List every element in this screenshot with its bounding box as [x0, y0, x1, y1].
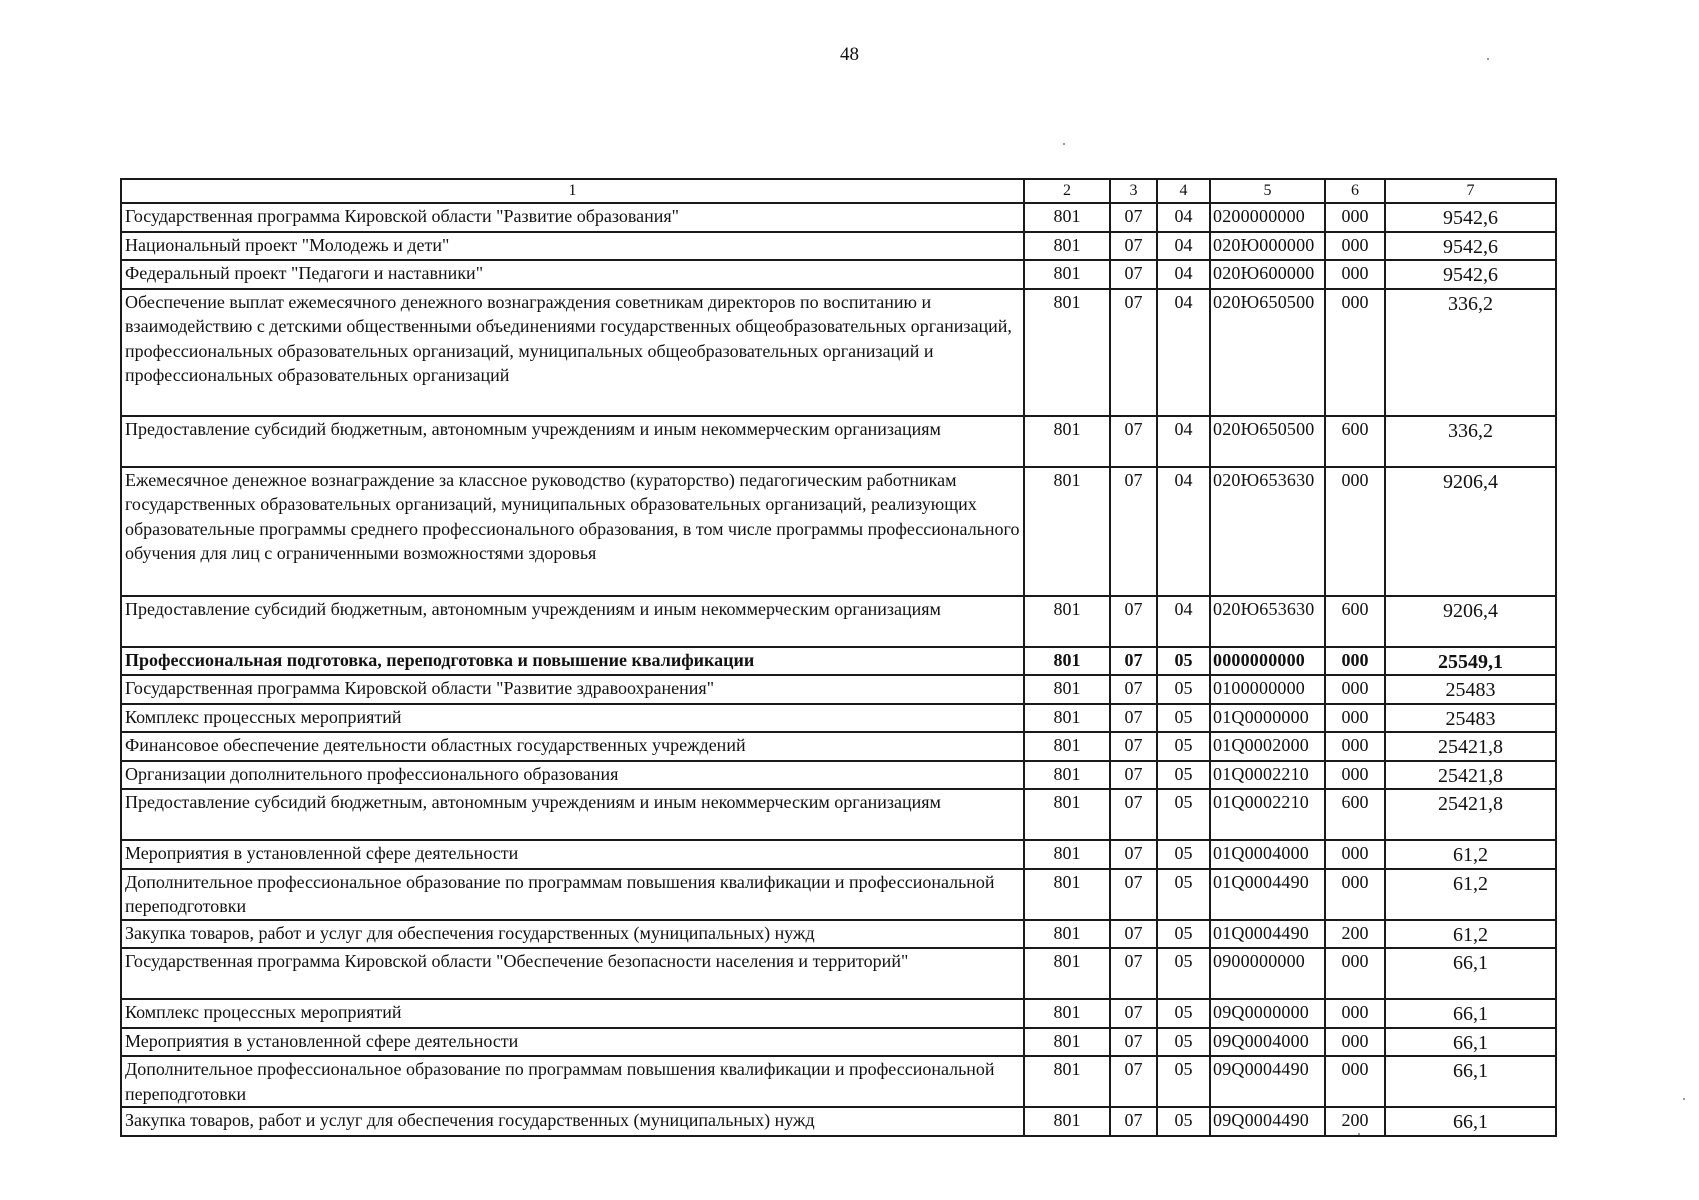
row-code-2: 801 — [1024, 789, 1110, 840]
row-code-5: 01Q0004000 — [1210, 840, 1325, 869]
row-amount: 25421,8 — [1385, 789, 1556, 840]
row-code-5: 01Q0002210 — [1210, 761, 1325, 790]
row-name: Государственная программа Кировской области "Развитие образования" — [121, 203, 1024, 232]
row-code-2: 801 — [1024, 732, 1110, 761]
row-name: Закупка товаров, работ и услуг для обеспечения государственных (муниципальных) нужд — [121, 920, 1024, 949]
row-code-3: 07 — [1110, 948, 1157, 999]
table-row — [121, 596, 1556, 647]
row-code-5: 0900000000 — [1210, 948, 1325, 999]
row-amount: 9206,4 — [1385, 596, 1556, 647]
table-row — [121, 732, 1556, 761]
row-code-6: 000 — [1325, 869, 1385, 920]
scan-speck — [1487, 58, 1489, 60]
column-header: 6 — [1325, 179, 1385, 203]
row-code-3: 07 — [1110, 789, 1157, 840]
table-row — [121, 1056, 1556, 1107]
row-code-4: 05 — [1157, 789, 1210, 840]
row-code-6: 200 — [1325, 920, 1385, 949]
table-row — [121, 203, 1556, 232]
row-name: Предоставление субсидий бюджетным, автономным учреждениям и иным некоммерческим организациям — [121, 789, 1024, 840]
row-code-4: 05 — [1157, 1107, 1210, 1136]
row-amount: 25549,1 — [1385, 647, 1556, 676]
table-row — [121, 948, 1556, 999]
table-row — [121, 704, 1556, 733]
row-code-4: 05 — [1157, 948, 1210, 999]
row-code-4: 04 — [1157, 289, 1210, 416]
column-header: 5 — [1210, 179, 1325, 203]
row-code-5: 020Ю653630 — [1210, 596, 1325, 647]
row-code-3: 07 — [1110, 840, 1157, 869]
row-amount: 66,1 — [1385, 1107, 1556, 1136]
row-code-5: 020Ю650500 — [1210, 416, 1325, 467]
row-amount: 25421,8 — [1385, 761, 1556, 790]
row-amount: 66,1 — [1385, 1056, 1556, 1107]
row-code-3: 07 — [1110, 596, 1157, 647]
row-code-5: 0100000000 — [1210, 675, 1325, 704]
row-code-3: 07 — [1110, 467, 1157, 596]
row-name: Комплекс процессных мероприятий — [121, 704, 1024, 733]
row-code-2: 801 — [1024, 232, 1110, 261]
row-code-5: 01Q0000000 — [1210, 704, 1325, 733]
row-code-3: 07 — [1110, 1107, 1157, 1136]
row-code-2: 801 — [1024, 203, 1110, 232]
row-amount: 61,2 — [1385, 869, 1556, 920]
column-header: 2 — [1024, 179, 1110, 203]
row-code-6: 000 — [1325, 1056, 1385, 1107]
row-amount: 25483 — [1385, 675, 1556, 704]
column-header: 4 — [1157, 179, 1210, 203]
row-code-5: 09Q0004490 — [1210, 1056, 1325, 1107]
row-code-5: 020Ю000000 — [1210, 232, 1325, 261]
row-code-5: 01Q0002000 — [1210, 732, 1325, 761]
row-code-5: 020Ю600000 — [1210, 260, 1325, 289]
row-code-4: 05 — [1157, 999, 1210, 1028]
row-amount: 66,1 — [1385, 948, 1556, 999]
row-amount: 61,2 — [1385, 920, 1556, 949]
row-name: Федеральный проект "Педагоги и наставники" — [121, 260, 1024, 289]
row-code-6: 000 — [1325, 840, 1385, 869]
row-code-5: 020Ю653630 — [1210, 467, 1325, 596]
row-code-4: 05 — [1157, 1028, 1210, 1057]
row-code-4: 05 — [1157, 869, 1210, 920]
row-code-4: 04 — [1157, 232, 1210, 261]
row-name: Национальный проект "Молодежь и дети" — [121, 232, 1024, 261]
row-code-3: 07 — [1110, 761, 1157, 790]
row-code-2: 801 — [1024, 948, 1110, 999]
row-code-2: 801 — [1024, 1028, 1110, 1057]
row-code-5: 09Q0004000 — [1210, 1028, 1325, 1057]
table-header-row — [121, 179, 1556, 203]
table-row — [121, 869, 1556, 920]
row-amount: 9542,6 — [1385, 232, 1556, 261]
row-name: Профессиональная подготовка, переподготовка и повышение квалификации — [121, 647, 1024, 676]
row-code-6: 600 — [1325, 416, 1385, 467]
row-name: Финансовое обеспечение деятельности областных государственных учреждений — [121, 732, 1024, 761]
table-row — [121, 789, 1556, 840]
row-code-2: 801 — [1024, 596, 1110, 647]
row-code-3: 07 — [1110, 416, 1157, 467]
row-code-6: 000 — [1325, 1028, 1385, 1057]
row-amount: 25421,8 — [1385, 732, 1556, 761]
row-code-2: 801 — [1024, 1056, 1110, 1107]
column-header: 7 — [1385, 179, 1556, 203]
row-name: Закупка товаров, работ и услуг для обеспечения государственных (муниципальных) нужд — [121, 1107, 1024, 1136]
table-row — [121, 1028, 1556, 1057]
row-amount: 66,1 — [1385, 1028, 1556, 1057]
row-name: Предоставление субсидий бюджетным, автономным учреждениям и иным некоммерческим организациям — [121, 416, 1024, 467]
row-code-2: 801 — [1024, 260, 1110, 289]
row-code-3: 07 — [1110, 203, 1157, 232]
row-code-4: 04 — [1157, 260, 1210, 289]
row-code-6: 000 — [1325, 260, 1385, 289]
row-code-2: 801 — [1024, 289, 1110, 416]
row-code-2: 801 — [1024, 416, 1110, 467]
row-code-4: 05 — [1157, 920, 1210, 949]
row-amount: 336,2 — [1385, 289, 1556, 416]
table-row — [121, 289, 1556, 416]
row-amount: 61,2 — [1385, 840, 1556, 869]
row-code-3: 07 — [1110, 260, 1157, 289]
row-amount: 9542,6 — [1385, 203, 1556, 232]
row-name: Ежемесячное денежное вознаграждение за классное руководство (кураторство) педагогическим работникам государственных образовательных организаций, муниципальных образовательных организаций, реализующих образовательные программы среднего профессионального образования, в том числе программы профессионального обучения для лиц с ограниченными возможностями здоровья — [121, 467, 1024, 596]
row-code-4: 05 — [1157, 761, 1210, 790]
row-code-5: 020Ю650500 — [1210, 289, 1325, 416]
scan-speck — [1683, 1098, 1685, 1100]
row-name: Предоставление субсидий бюджетным, автономным учреждениям и иным некоммерческим организациям — [121, 596, 1024, 647]
row-name: Государственная программа Кировской области "Обеспечение безопасности населения и территорий" — [121, 948, 1024, 999]
table-row — [121, 840, 1556, 869]
table-row — [121, 467, 1556, 596]
table-row — [121, 999, 1556, 1028]
row-code-3: 07 — [1110, 1056, 1157, 1107]
row-amount: 66,1 — [1385, 999, 1556, 1028]
row-amount: 25483 — [1385, 704, 1556, 733]
row-code-5: 01Q0002210 — [1210, 789, 1325, 840]
row-code-2: 801 — [1024, 1107, 1110, 1136]
row-code-6: 600 — [1325, 596, 1385, 647]
row-code-2: 801 — [1024, 467, 1110, 596]
row-code-2: 801 — [1024, 647, 1110, 676]
row-code-3: 07 — [1110, 732, 1157, 761]
row-code-5: 09Q0004490 — [1210, 1107, 1325, 1136]
row-code-4: 05 — [1157, 732, 1210, 761]
row-code-2: 801 — [1024, 920, 1110, 949]
row-code-5: 0000000000 — [1210, 647, 1325, 676]
row-name: Мероприятия в установленной сфере деятельности — [121, 1028, 1024, 1057]
scan-speck — [1063, 143, 1065, 145]
row-code-3: 07 — [1110, 704, 1157, 733]
row-code-2: 801 — [1024, 869, 1110, 920]
row-code-3: 07 — [1110, 647, 1157, 676]
table-row-section-total — [121, 647, 1556, 676]
row-code-6: 000 — [1325, 232, 1385, 261]
row-code-2: 801 — [1024, 704, 1110, 733]
row-name: Дополнительное профессиональное образование по программам повышения квалификации и профессиональной переподготовки — [121, 1056, 1024, 1107]
row-code-4: 04 — [1157, 467, 1210, 596]
column-header: 1 — [121, 179, 1024, 203]
row-code-3: 07 — [1110, 232, 1157, 261]
row-amount: 9206,4 — [1385, 467, 1556, 596]
row-code-6: 000 — [1325, 704, 1385, 733]
row-code-6: 000 — [1325, 203, 1385, 232]
row-code-3: 07 — [1110, 1028, 1157, 1057]
row-name: Комплекс процессных мероприятий — [121, 999, 1024, 1028]
table-row — [121, 761, 1556, 790]
row-name: Обеспечение выплат ежемесячного денежного вознаграждения советникам директоров по воспитанию и взаимодействию с детскими общественными объединениями государственных общеобразовательных организаций, профессиональных образовательных организаций, муниципальных общеобразовательных организаций и профессиональных образовательных организаций — [121, 289, 1024, 416]
row-code-6: 200 — [1325, 1107, 1385, 1136]
row-code-5: 01Q0004490 — [1210, 869, 1325, 920]
table-row — [121, 416, 1556, 467]
row-amount: 9542,6 — [1385, 260, 1556, 289]
row-name: Организации дополнительного профессионального образования — [121, 761, 1024, 790]
page-number: 48 — [840, 44, 859, 65]
row-code-4: 05 — [1157, 704, 1210, 733]
row-code-6: 000 — [1325, 647, 1385, 676]
row-code-6: 000 — [1325, 732, 1385, 761]
row-code-4: 05 — [1157, 675, 1210, 704]
row-code-3: 07 — [1110, 869, 1157, 920]
table-row — [121, 232, 1556, 261]
row-code-5: 09Q0000000 — [1210, 999, 1325, 1028]
column-header: 3 — [1110, 179, 1157, 203]
row-code-5: 01Q0004490 — [1210, 920, 1325, 949]
row-code-6: 000 — [1325, 289, 1385, 416]
row-code-2: 801 — [1024, 761, 1110, 790]
row-code-4: 05 — [1157, 840, 1210, 869]
row-code-4: 05 — [1157, 1056, 1210, 1107]
table-row — [121, 1107, 1556, 1136]
row-name: Дополнительное профессиональное образование по программам повышения квалификации и профессиональной переподготовки — [121, 869, 1024, 920]
row-code-6: 000 — [1325, 467, 1385, 596]
budget-table — [120, 178, 1557, 1137]
row-name: Государственная программа Кировской области "Развитие здравоохранения" — [121, 675, 1024, 704]
row-code-3: 07 — [1110, 920, 1157, 949]
table-row — [121, 260, 1556, 289]
row-code-2: 801 — [1024, 999, 1110, 1028]
row-name: Мероприятия в установленной сфере деятельности — [121, 840, 1024, 869]
row-code-4: 04 — [1157, 596, 1210, 647]
row-code-4: 04 — [1157, 203, 1210, 232]
row-code-3: 07 — [1110, 675, 1157, 704]
row-code-4: 05 — [1157, 647, 1210, 676]
table-row — [121, 920, 1556, 949]
table-row — [121, 675, 1556, 704]
row-code-2: 801 — [1024, 675, 1110, 704]
row-code-6: 000 — [1325, 675, 1385, 704]
row-code-4: 04 — [1157, 416, 1210, 467]
row-code-2: 801 — [1024, 840, 1110, 869]
row-amount: 336,2 — [1385, 416, 1556, 467]
row-code-6: 000 — [1325, 948, 1385, 999]
row-code-3: 07 — [1110, 289, 1157, 416]
row-code-6: 000 — [1325, 761, 1385, 790]
row-code-3: 07 — [1110, 999, 1157, 1028]
row-code-6: 600 — [1325, 789, 1385, 840]
row-code-6: 000 — [1325, 999, 1385, 1028]
row-code-5: 0200000000 — [1210, 203, 1325, 232]
